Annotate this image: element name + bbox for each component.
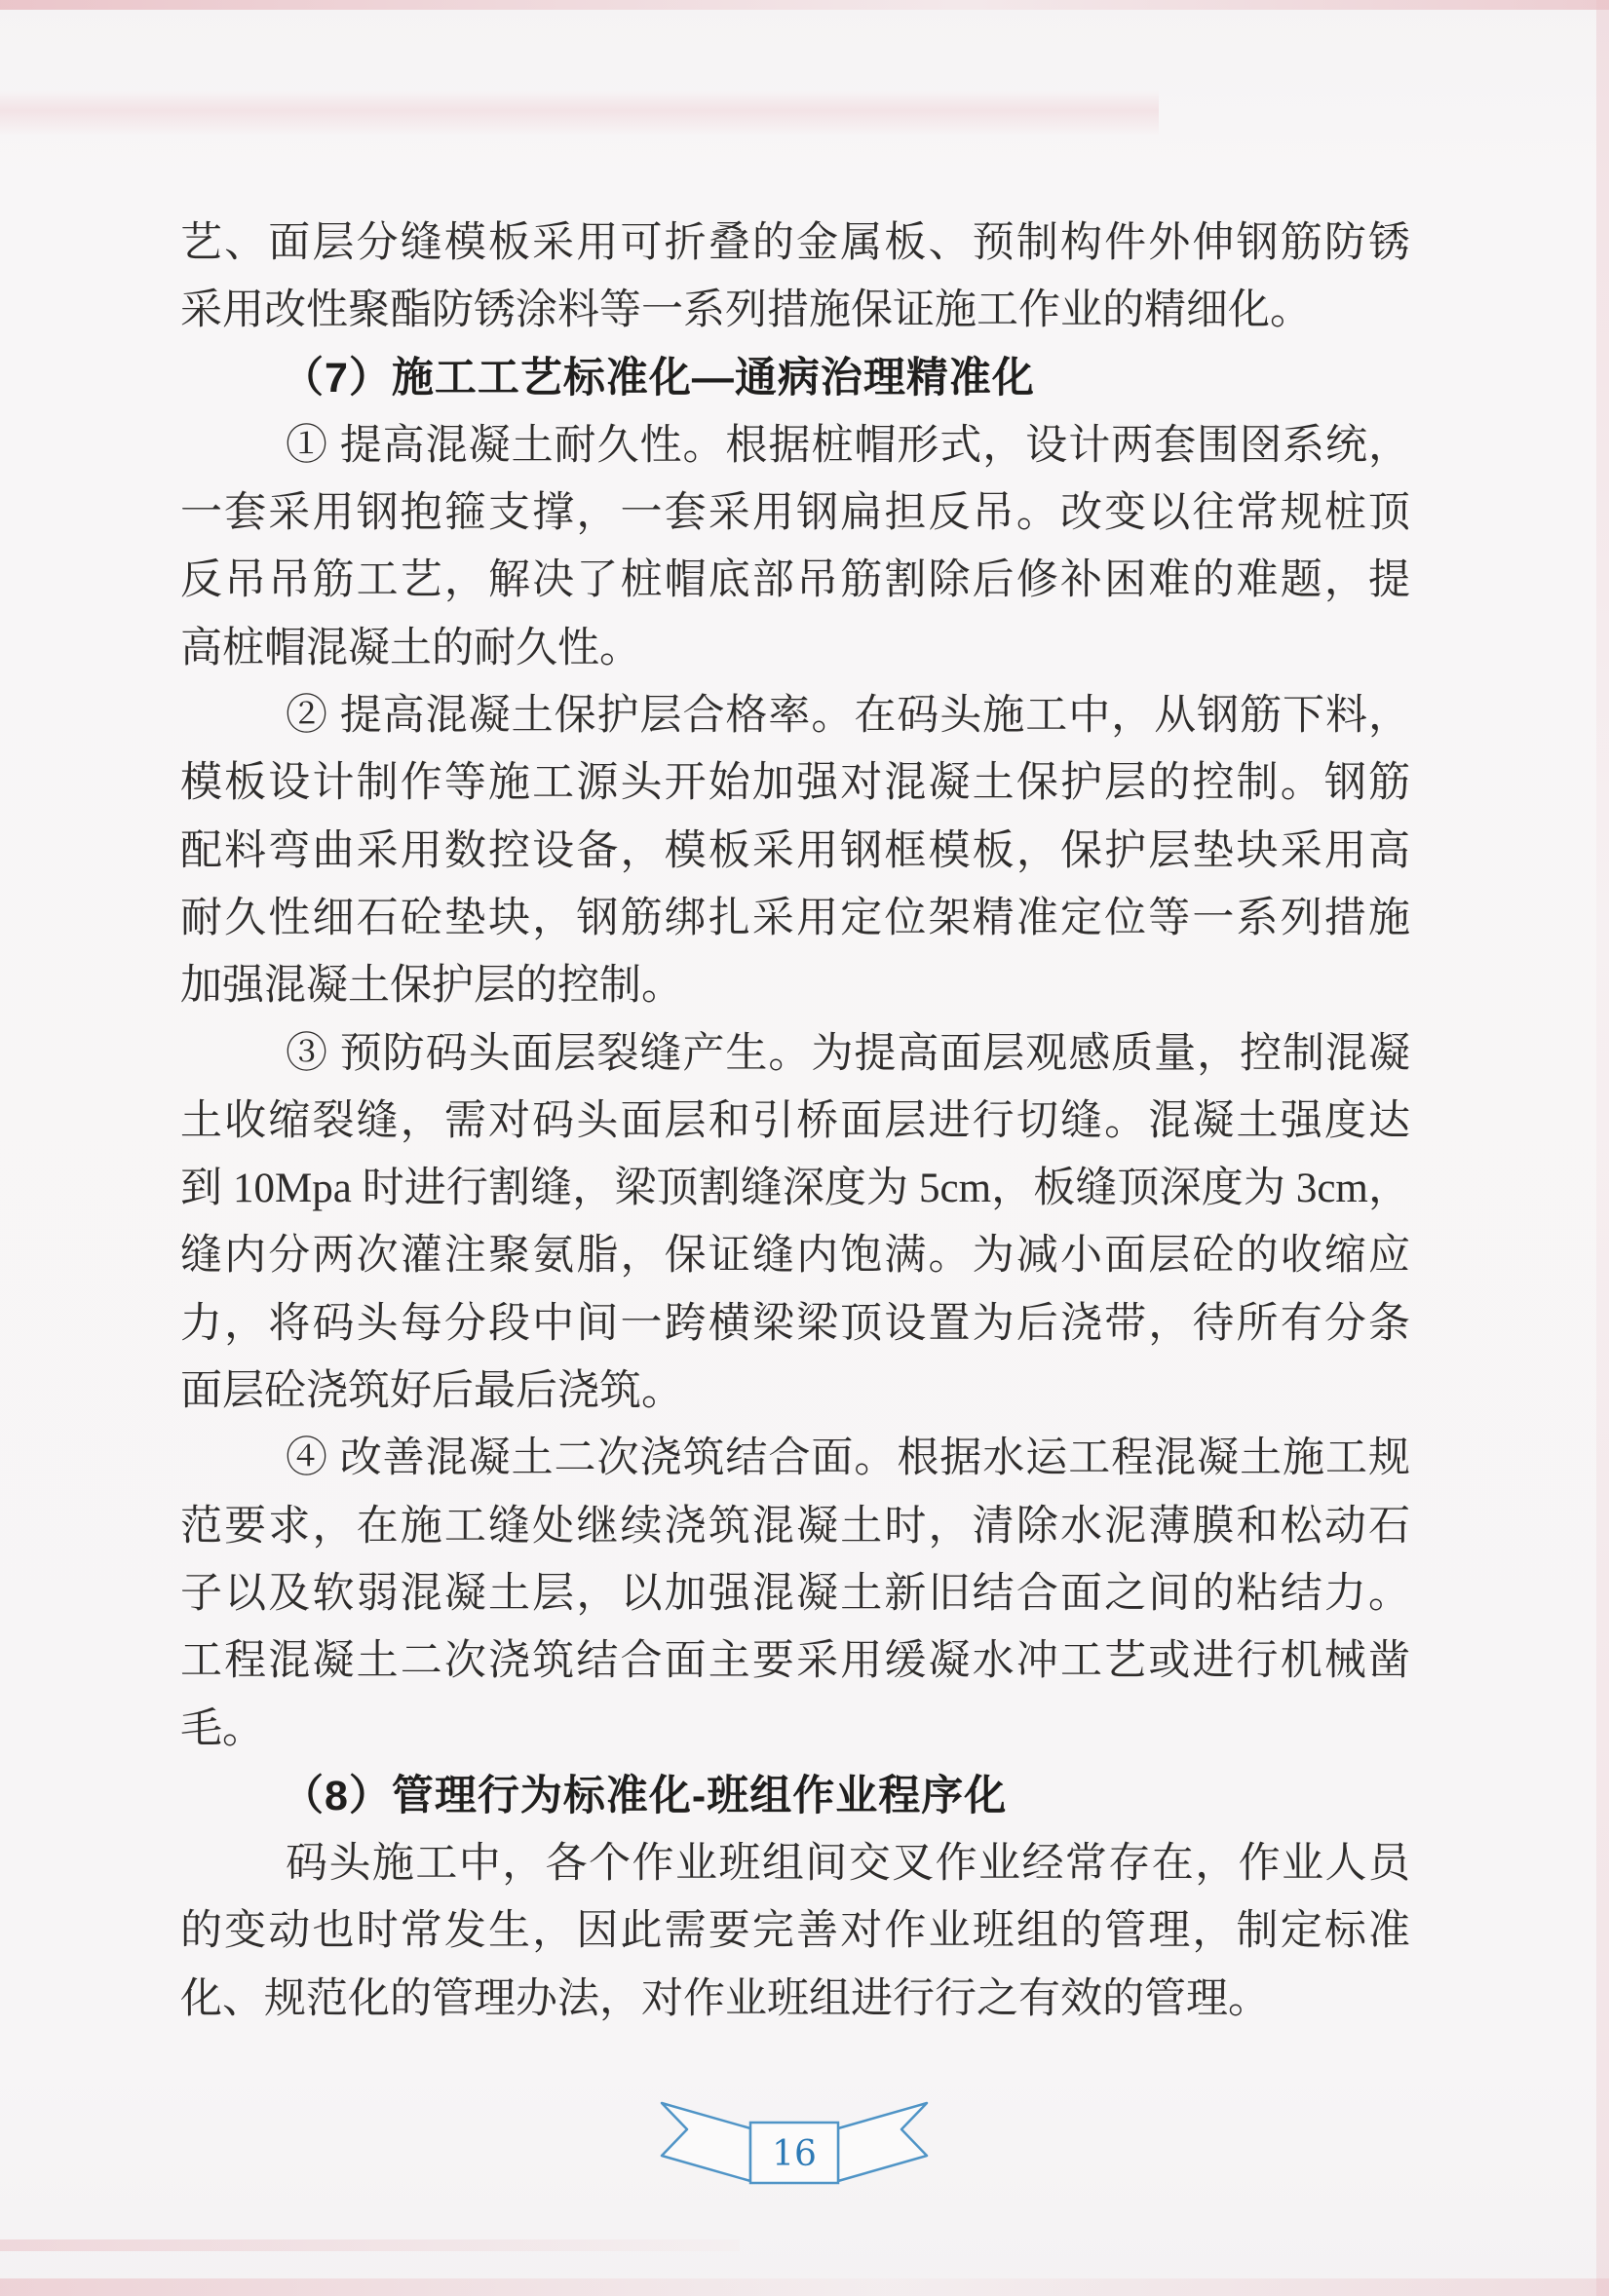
section-heading-7: （7）施工工艺标准化—通病治理精准化 xyxy=(282,354,1035,402)
text-line: 工程混凝土二次浇筑结合面主要采用缓凝水冲工艺或进行机械凿 xyxy=(180,1638,1410,1685)
text-line-item-4: ④ 改善混凝土二次浇筑结合面。根据水运工程混凝土施工规 xyxy=(286,1435,1410,1482)
text-line-item-2: ② 提高混凝土保护层合格率。在码头施工中，从钢筋下料， xyxy=(286,693,1410,740)
text-line: 毛。 xyxy=(180,1705,264,1752)
scan-artifact-top-band xyxy=(0,90,1159,136)
ribbon-left-tail xyxy=(662,2103,750,2181)
text-line: 到 10Mpa 时进行割缝，梁顶割缝深度为 5cm，板缝顶深度为 3cm， xyxy=(180,1166,1410,1212)
text-line: 一套采用钢抱箍支撑，一套采用钢扁担反吊。改变以往常规桩顶 xyxy=(180,490,1410,537)
text-line: 土收缩裂缝，需对码头面层和引桥面层进行切缝。混凝土强度达 xyxy=(180,1097,1410,1144)
text-line: 耐久性细石砼垫块，钢筋绑扎采用定位架精准定位等一系列措施 xyxy=(180,895,1410,941)
text-line: 配料弯曲采用数控设备，模板采用钢框模板，保护层垫块采用高 xyxy=(180,827,1410,874)
text-line: 面层砼浇筑好后最后浇筑。 xyxy=(180,1368,683,1415)
text-line: 的变动也时常发生，因此需要完善对作业班组的管理，制定标准 xyxy=(180,1908,1410,1955)
ribbon-right-tail xyxy=(838,2103,927,2181)
scan-artifact-bottom-streak xyxy=(0,2239,740,2251)
scan-artifact-top xyxy=(0,0,1609,10)
section-heading-8: （8）管理行为标准化-班组作业程序化 xyxy=(282,1772,1008,1819)
text-line: 高桩帽混凝土的耐久性。 xyxy=(180,625,641,671)
text-line: 艺、面层分缝模板采用可折叠的金属板、预制构件外伸钢筋防锈 xyxy=(180,220,1410,266)
scan-artifact-bottom xyxy=(0,2278,1609,2296)
text-line: 缝内分两次灌注聚氨脂，保证缝内饱满。为减小面层砼的收缩应 xyxy=(180,1233,1410,1280)
text-line: 码头施工中，各个作业班组间交叉作业经常存在，作业人员 xyxy=(286,1841,1410,1888)
text-line: 反吊吊筋工艺，解决了桩帽底部吊筋割除后修补困难的难题，提 xyxy=(180,557,1410,604)
text-line: 范要求，在施工缝处继续浇筑混凝土时，清除水泥薄膜和松动石 xyxy=(180,1503,1410,1550)
text-line: 加强混凝土保护层的控制。 xyxy=(180,963,683,1010)
page-number: 16 xyxy=(772,2134,817,2174)
page-number-ribbon xyxy=(658,2097,931,2190)
text-column xyxy=(180,210,1410,2033)
text-line: 子以及软弱混凝土层，以加强混凝土新旧结合面之间的粘结力。 xyxy=(180,1570,1410,1617)
text-line-item-1: ① 提高混凝土耐久性。根据桩帽形式，设计两套围囹系统， xyxy=(286,422,1410,469)
text-line: 模板设计制作等施工源头开始加强对混凝土保护层的控制。钢筋 xyxy=(180,760,1410,807)
text-line: 采用改性聚酯防锈涂料等一系列措施保证施工作业的精细化。 xyxy=(180,287,1312,334)
text-line: 化、规范化的管理办法，对作业班组进行行之有效的管理。 xyxy=(180,1975,1270,2022)
scan-artifact-right xyxy=(1596,0,1609,2296)
text-line-item-3: ③ 预防码头面层裂缝产生。为提高面层观感质量，控制混凝 xyxy=(286,1030,1410,1077)
text-line: 力，将码头每分段中间一跨横梁梁顶设置为后浇带，待所有分条 xyxy=(180,1300,1410,1347)
